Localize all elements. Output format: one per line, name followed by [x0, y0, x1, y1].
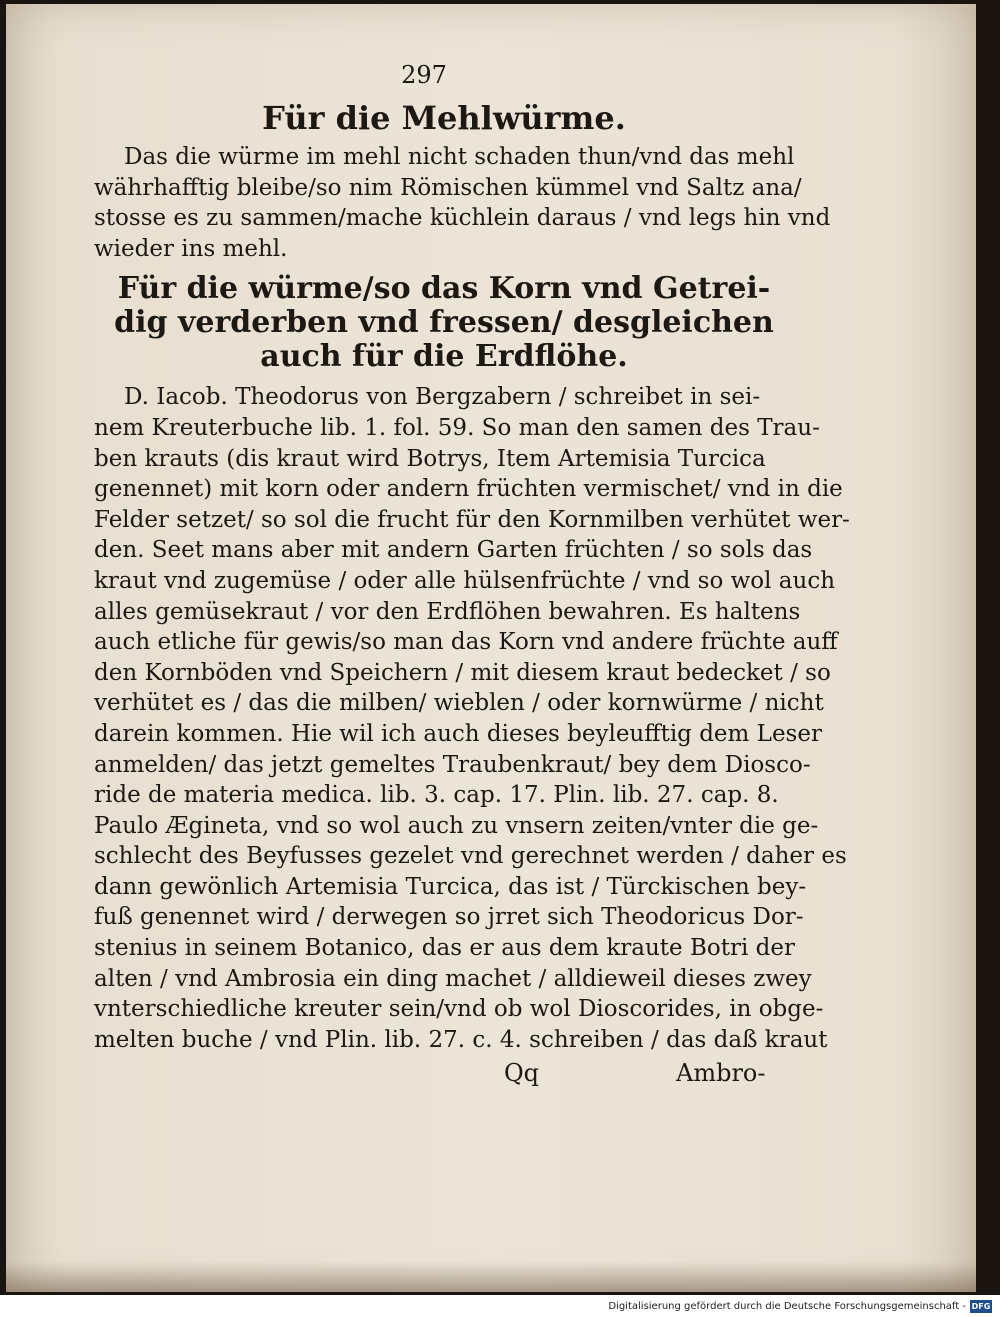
text-line: dann gewönlich Artemisia Turcica, das ist / Türckischen bey- — [94, 873, 807, 900]
dfg-logo-icon: DFG — [971, 1302, 991, 1311]
digitization-credit: Digitalisierung gefördert durch die Deutsche Forschungsgemeinschaft - — [608, 1301, 966, 1312]
text-line: nem Kreuterbuche lib. 1. fol. 59. So man den samen des Trau- — [94, 414, 820, 441]
text-line: kraut vnd zugemüse / oder alle hülsenfrüchte / vnd so wol auch — [94, 567, 836, 594]
text-line: darein kommen. Hie wil ich auch dieses beyleufftig dem Leser — [94, 720, 822, 747]
text-line: verhütet es / das die milben/ wieblen / oder kornwürme / nicht — [94, 690, 824, 717]
catchword: Ambro- — [676, 1059, 766, 1088]
text-line: melten buche / vnd Plin. lib. 27. c. 4. schreiben / das daß kraut — [94, 1026, 828, 1053]
text-line: den. Seet mans aber mit andern Garten früchten / so sols das — [94, 537, 813, 564]
text-line: genennet) mit korn oder andern früchten vermischet/ vnd in die — [94, 476, 843, 503]
text-line: ben krauts (dis kraut wird Botrys, Item Artemisia Turcica — [94, 445, 766, 472]
text-line: stosse es zu sammen/mache küchlein daraus / vnd legs hin vnd — [94, 205, 831, 232]
text-line: Paulo Ægineta, vnd so wol auch zu vnsern zeiten/vnter die ge- — [94, 812, 819, 839]
text-block — [94, 60, 850, 1093]
text-line: ride de materia medica. lib. 3. cap. 17. Plin. lib. 27. cap. 8. — [94, 782, 779, 809]
book-page — [6, 4, 976, 1292]
text-line: den Kornböden vnd Speichern / mit diesem kraut bedecket / so — [94, 659, 831, 686]
heading-mehlwuerme: Für die Mehlwürme. — [262, 99, 626, 137]
text-line: Felder setzet/ so sol die frucht für den Kornmilben verhütet wer- — [94, 506, 850, 533]
text-line: anmelden/ das jetzt gemeltes Traubenkraut/ bey dem Diosco- — [94, 751, 811, 778]
text-line: Das die würme im mehl nicht schaden thun/vnd das mehl — [124, 144, 795, 170]
text-line: alten / vnd Ambrosia ein ding machet / alldieweil dieses zwey — [94, 965, 812, 992]
text-line: alles gemüsekraut / vor den Erdflöhen bewahren. Es haltens — [94, 598, 801, 625]
text-line: schlecht des Beyfusses gezelet vnd gerechnet werden / daher es — [94, 843, 847, 870]
text-line: fuß genennet wird / derwegen so jrret sich Theodoricus Dor- — [94, 904, 804, 931]
paragraph-mehlwuerme — [94, 142, 831, 264]
text-line: wieder ins mehl. — [94, 235, 288, 262]
text-line: vnterschiedliche kreuter sein/vnd ob wol Dioscorides, in obge- — [94, 996, 824, 1023]
text-line: D. Iacob. Theodorus von Bergzabern / schreibet in sei- — [124, 384, 761, 411]
signature-mark: Qq — [504, 1059, 540, 1088]
text-line: auch etliche für gewis/so man das Korn vnd andere früchte auff — [94, 629, 838, 656]
text-line: stenius in seinem Botanico, das er aus dem kraute Botri der — [94, 935, 795, 962]
signature-row — [94, 1059, 794, 1093]
paragraph-theodorus — [94, 382, 850, 1055]
page-number: 297 — [401, 61, 447, 89]
text-line: währhafftig bleibe/so nim Römischen kümmel vnd Saltz ana/ — [94, 174, 802, 201]
heading-line: Für die würme/so das Korn vnd Getrei- — [117, 271, 771, 307]
heading-line: dig verderben vnd fressen/ desgleichen — [114, 305, 774, 341]
heading-wuerme-korn — [94, 272, 794, 374]
heading-line: auch für die Erdflöhe. — [260, 339, 628, 375]
